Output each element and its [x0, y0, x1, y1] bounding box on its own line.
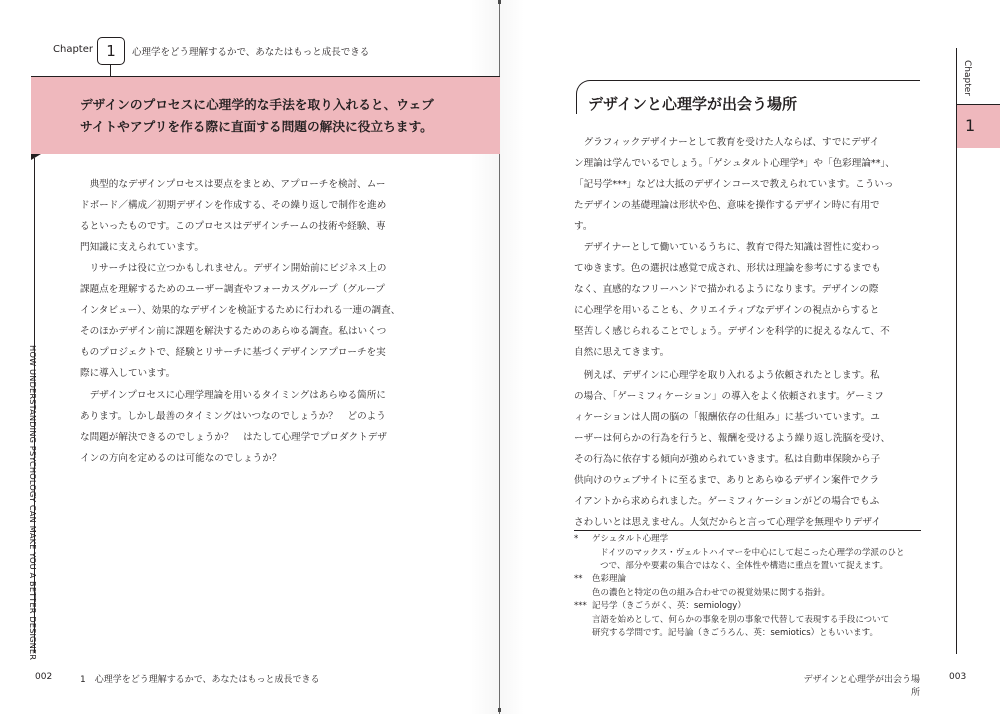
footnote-line: つで、部分や要素の集合ではなく、全体性や構造に重点を置いて捉えます。 — [600, 561, 888, 571]
text-line: そのほかデザイン前に課題を解決するためのあらゆる調査。私はいくつ — [80, 326, 387, 337]
text-line: てゆきます。色の選択は感覚で成され、形状は理論を参考にするまでも — [574, 263, 881, 274]
page-number-right: 003 — [949, 672, 967, 682]
text-line: す。 — [574, 221, 593, 232]
right-paragraph-1 — [574, 132, 921, 363]
text-line: 供向けのウェブサイトに至るまで、ありとあらゆるデザイン案件でクラ — [574, 475, 880, 486]
page-number-left: 002 — [35, 672, 53, 682]
text-line: グラフィックデザイナーとして教育を受けた人ならば、すでにデザイ — [574, 137, 880, 148]
chapter-number-box: 1 — [97, 37, 125, 65]
footnote-rule — [574, 530, 921, 531]
text-line: たデザインの基礎理論は形状や色、意味を操作するデザイン時に有用で — [574, 200, 880, 211]
text-line: 堅苦しく感じられることでしょう。デザインを科学的に捉えるなんて、不 — [574, 326, 890, 337]
footer-running-title-left: 1 心理学をどう理解するかで、あなたはもっと成長できる — [80, 675, 320, 685]
footnote-1 — [592, 533, 922, 574]
text-line: ン理論は学んでいるでしょう。「ゲシュタルト心理学*」や「色彩理論**」、 — [574, 158, 895, 169]
chapter-tab: 1 — [957, 104, 1000, 148]
spine-top-mark — [498, 0, 501, 4]
text-line: 自然に思えてきます。 — [574, 347, 670, 358]
text-line: その行為に依存する傾向が強められていきます。私は自動車保険から子 — [574, 454, 881, 465]
text-line: な問題が解決できるのでしょうか？ はたして心理学でプロダクトデザ — [80, 432, 387, 443]
lead-box-top-rule — [31, 76, 500, 77]
vertical-book-title: HOW UNDERSTANDING PSYCHOLOGY CAN MAKE YOU A BETTER DESIGNER — [28, 345, 38, 661]
text-line: インの方向を定めるのは可能なのでしょうか？ — [80, 453, 282, 464]
left-paragraph-1 — [80, 174, 426, 384]
text-line: に心理学を用いることも、クリエイティブなデザインの視点からすると — [574, 305, 880, 316]
footnote-mark: * — [574, 534, 579, 544]
text-line: 「記号学***」などは大抵のデザインコースで教えられています。こういっ — [574, 179, 894, 190]
text-line: 例えば、デザインに心理学を取り入れるよう依頼されたとします。私 — [574, 370, 880, 381]
footnote-mark: *** — [574, 601, 587, 611]
chapter-box-connector — [110, 64, 111, 76]
text-line: ものプロジェクトで、経験とリサーチに基づくデザインアプローチを実 — [80, 347, 386, 358]
chapter-tab-top-rule — [957, 104, 1000, 105]
left-paragraph-2 — [80, 385, 426, 469]
text-line: ィケーションは人間の脳の「報酬依存の仕組み」に基づいています。ユ — [574, 412, 880, 423]
lead-line: デザインのプロセスに心理学的な手法を取り入れると、ウェブ — [80, 97, 434, 112]
footnote-3 — [592, 600, 922, 641]
vertical-chapter-label: Chapter — [962, 60, 972, 96]
text-line: インタビュー）、効果的なデザインを検証するために行われる一連の調査、 — [80, 305, 401, 316]
text-line: 門知識に支えられています。 — [80, 242, 204, 253]
text-line: 典型的なデザインプロセスは要点をまとめ、アプローチを検討、ムー — [80, 179, 386, 190]
lead-text — [80, 94, 480, 138]
text-line: イアントから求められました。ゲーミフィケーションがどの場合でもふ — [574, 496, 880, 507]
footnote-2 — [592, 573, 922, 600]
lead-box-shadow — [31, 154, 41, 160]
spine-bottom-mark — [498, 708, 501, 712]
text-line: ーザーは何らかの行為を行うと、報酬を受けるよう繰り返し洗脳を受け、 — [574, 433, 891, 444]
text-line: の場合、「ゲーミフィケーション」の導入をよく依頼されます。ゲーミフ — [574, 391, 884, 402]
right-paragraph-2 — [574, 365, 921, 533]
footnote-line: 言語を始めとして、何らかの事象を別の事象で代替して表現する手段について — [592, 614, 890, 625]
text-line: リサーチは役に立つかもしれません。デザイン開始前にビジネス上の — [80, 263, 387, 274]
footer-running-title-right: デザインと心理学が出会う場所 — [803, 675, 920, 698]
text-line: さわしいとは思えません。人気だからと言って心理学を無理やりデザイ — [574, 517, 881, 528]
footnote-line: ドイツのマックス・ヴェルトハイマーを中心にして起こった心理学の学派のひと — [600, 547, 905, 558]
footnote-line: 色の濃色と特定の色の組み合わせでの視覚効果に関する指針。 — [592, 587, 831, 598]
footnote-term: 記号学（きごうがく、英：semiology） — [592, 601, 746, 611]
text-line: なく、直感的なフリーハンドで描かれるようになります。デザインの際 — [574, 284, 879, 295]
lead-line: サイトやアプリを作る際に直面する問題の解決に役立ちます。 — [80, 119, 433, 134]
footnote-mark: ** — [574, 574, 583, 584]
text-line: デザイナーとして働いているうちに、教育で得た知識は習性に変わっ — [574, 242, 881, 253]
text-line: ドボード／構成／初期デザインを作成する、その繰り返しで制作を進め — [80, 200, 387, 211]
footnotes — [0, 533, 1000, 643]
section-title: デザインと心理学が出会う場所 — [588, 95, 797, 113]
text-line: 際に導入しています。 — [80, 368, 176, 379]
running-header-title: 心理学をどう理解するかで、あなたはもっと成長できる — [132, 47, 370, 58]
chapter-label: Chapter — [53, 44, 93, 55]
footnote-line: 研究する学問です。記号論（きごうろん、英：semiotics）ともいいます。 — [592, 628, 878, 638]
footnote-term: 色彩理論 — [592, 574, 627, 584]
text-line: デザインプロセスに心理学理論を用いるタイミングはあらゆる箇所に — [80, 390, 386, 401]
text-line: あります。しかし最善のタイミングはいつなのでしょうか？ どのよう — [80, 411, 386, 422]
text-line: 課題点を理解するためのユーザー調査やフォーカスグループ（グループ — [80, 284, 385, 295]
text-line: るといったものです。このプロセスはデザインチームの技術や経験、専 — [80, 221, 386, 232]
footnote-term: ゲシュタルト心理学 — [592, 534, 669, 544]
